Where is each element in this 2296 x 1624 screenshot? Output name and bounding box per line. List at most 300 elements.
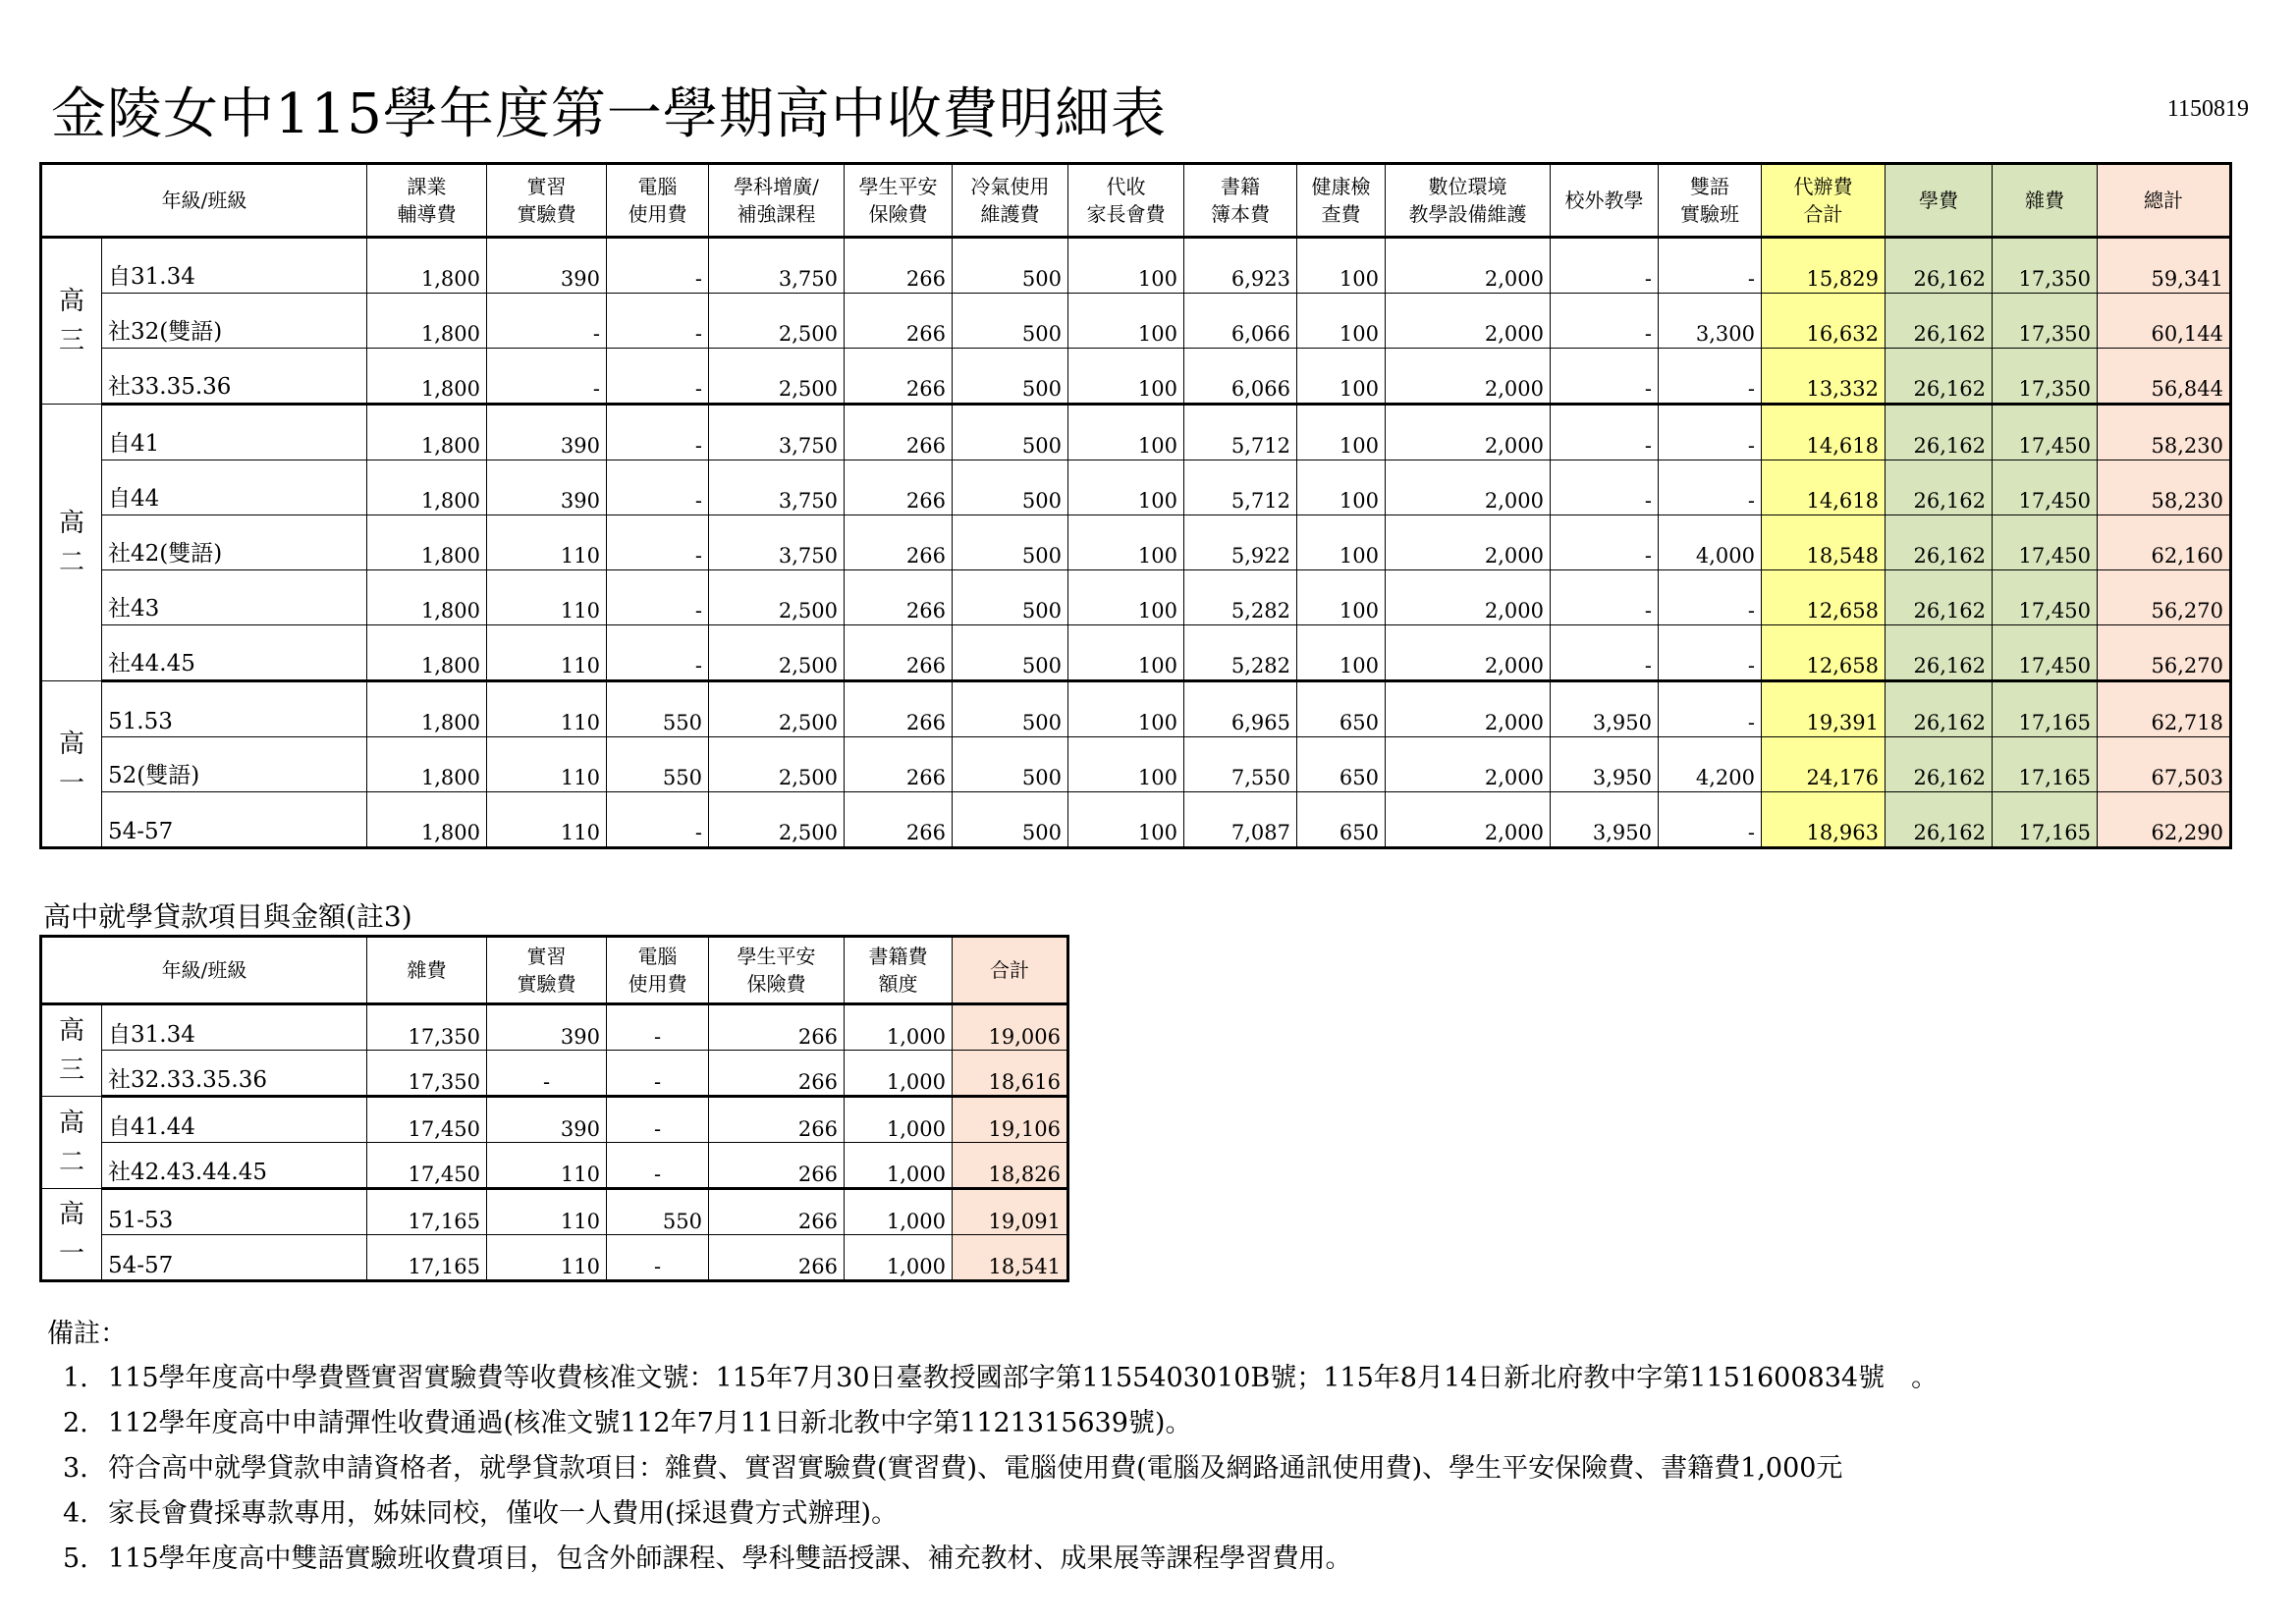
value-cell: 59,341 <box>2098 238 2231 294</box>
value-cell: 26,162 <box>1886 737 1993 792</box>
value-cell: 16,632 <box>1762 294 1886 349</box>
table-row <box>41 625 2231 681</box>
value-cell: 1,800 <box>367 792 487 848</box>
value-cell: 110 <box>487 515 607 570</box>
value-cell: 266 <box>845 238 953 294</box>
value-cell: - <box>607 460 709 515</box>
value-cell: 2,000 <box>1386 515 1551 570</box>
value-cell: 17,450 <box>1993 515 2098 570</box>
column-header: 書籍費 額度 <box>845 937 953 1004</box>
column-header: 課業 輔導費 <box>367 164 487 238</box>
value-cell: 26,162 <box>1886 460 1993 515</box>
value-cell: 1,000 <box>845 1051 953 1097</box>
value-cell: - <box>1659 625 1762 681</box>
value-cell: 110 <box>487 681 607 737</box>
value-cell: 390 <box>487 1097 607 1143</box>
value-cell: 100 <box>1297 625 1386 681</box>
value-cell: - <box>1551 405 1659 460</box>
value-cell: 17,450 <box>367 1143 487 1189</box>
value-cell: 2,500 <box>709 737 845 792</box>
value-cell: - <box>1551 349 1659 405</box>
value-cell: 266 <box>709 1051 845 1097</box>
value-cell: 5,922 <box>1184 515 1297 570</box>
value-cell: 2,500 <box>709 681 845 737</box>
value-cell: 500 <box>953 681 1068 737</box>
value-cell: 266 <box>709 1235 845 1281</box>
value-cell: 500 <box>953 238 1068 294</box>
value-cell: 266 <box>709 1097 845 1143</box>
value-cell: 266 <box>845 792 953 848</box>
value-cell: 1,800 <box>367 570 487 625</box>
value-cell: 266 <box>709 1189 845 1235</box>
column-header: 年級/班級 <box>41 937 367 1004</box>
value-cell: 390 <box>487 460 607 515</box>
class-cell: 51-53 <box>102 1189 367 1235</box>
value-cell: 17,350 <box>367 1051 487 1097</box>
note-number: 3. <box>63 1453 88 1484</box>
value-cell: 500 <box>953 349 1068 405</box>
value-cell: 6,066 <box>1184 349 1297 405</box>
value-cell: 2,000 <box>1386 238 1551 294</box>
column-header: 學費 <box>1886 164 1993 238</box>
grade-cell: 高 二 <box>41 1097 102 1189</box>
note-text: 符合高中就學貸款申請資格者，就學貸款項目：雜費、實習實驗費(實習費)、電腦使用費(電腦及網路通訊使用費)、學生平安保險費、書籍費1,000元 <box>108 1453 1843 1484</box>
notes-list <box>47 1364 1938 1574</box>
value-cell: 26,162 <box>1886 625 1993 681</box>
value-cell: 2,500 <box>709 792 845 848</box>
value-cell: 2,000 <box>1386 294 1551 349</box>
value-cell: 17,165 <box>1993 681 2098 737</box>
value-cell: 62,718 <box>2098 681 2231 737</box>
column-header: 學科增廣/ 補強課程 <box>709 164 845 238</box>
note-number: 1. <box>63 1363 88 1393</box>
value-cell: 500 <box>953 737 1068 792</box>
value-cell: 62,160 <box>2098 515 2231 570</box>
value-cell: 266 <box>845 460 953 515</box>
header-row <box>41 164 2231 238</box>
value-cell: 26,162 <box>1886 792 1993 848</box>
value-cell: - <box>1551 238 1659 294</box>
note-text: 115學年度高中學費暨實習實驗費等收費核准文號：115年7月30日臺教授國部字第1155403010B號；115年8月14日新北府教中字第1151600834號 。 <box>108 1363 1939 1393</box>
value-cell: 100 <box>1068 294 1184 349</box>
value-cell: 1,800 <box>367 681 487 737</box>
value-cell: 24,176 <box>1762 737 1886 792</box>
value-cell: 100 <box>1297 349 1386 405</box>
value-cell: 26,162 <box>1886 405 1993 460</box>
value-cell: 17,450 <box>1993 570 2098 625</box>
value-cell: 1,800 <box>367 460 487 515</box>
value-cell: 4,000 <box>1659 515 1762 570</box>
value-cell: 100 <box>1068 238 1184 294</box>
table-row <box>41 1051 1068 1097</box>
fee-detail-table <box>39 162 2232 849</box>
class-cell: 自31.34 <box>102 238 367 294</box>
value-cell: - <box>1659 349 1762 405</box>
value-cell: - <box>1659 570 1762 625</box>
grade-cell: 高 一 <box>41 1189 102 1281</box>
value-cell: 3,750 <box>709 460 845 515</box>
column-header: 書籍 簿本費 <box>1184 164 1297 238</box>
value-cell: 500 <box>953 515 1068 570</box>
note-text: 115學年度高中雙語實驗班收費項目，包含外師課程、學科雙語授課、補充教材、成果展等課程學習費用。 <box>108 1543 1352 1574</box>
value-cell: 2,000 <box>1386 349 1551 405</box>
value-cell: 12,658 <box>1762 570 1886 625</box>
value-cell: 266 <box>845 681 953 737</box>
value-cell: 13,332 <box>1762 349 1886 405</box>
value-cell: 19,006 <box>953 1004 1068 1051</box>
value-cell: - <box>1551 570 1659 625</box>
value-cell: 1,000 <box>845 1235 953 1281</box>
class-cell: 54-57 <box>102 1235 367 1281</box>
value-cell: 1,000 <box>845 1189 953 1235</box>
value-cell: 14,618 <box>1762 460 1886 515</box>
class-cell: 社42(雙語) <box>102 515 367 570</box>
value-cell: 266 <box>845 737 953 792</box>
value-cell: 2,000 <box>1386 570 1551 625</box>
value-cell: - <box>607 405 709 460</box>
value-cell: 100 <box>1068 570 1184 625</box>
class-cell: 自44 <box>102 460 367 515</box>
table-row <box>41 570 2231 625</box>
value-cell: 266 <box>845 405 953 460</box>
value-cell: - <box>1659 405 1762 460</box>
value-cell: 18,963 <box>1762 792 1886 848</box>
value-cell: 26,162 <box>1886 515 1993 570</box>
value-cell: 17,165 <box>367 1189 487 1235</box>
value-cell: 110 <box>487 570 607 625</box>
value-cell: 58,230 <box>2098 460 2231 515</box>
note-item <box>47 1409 1938 1438</box>
note-number: 2. <box>63 1408 88 1438</box>
value-cell: 100 <box>1297 460 1386 515</box>
value-cell: 26,162 <box>1886 349 1993 405</box>
value-cell: 500 <box>953 792 1068 848</box>
value-cell: 1,800 <box>367 625 487 681</box>
value-cell: 3,950 <box>1551 792 1659 848</box>
value-cell: 3,750 <box>709 238 845 294</box>
table-row <box>41 238 2231 294</box>
value-cell: 17,350 <box>367 1004 487 1051</box>
value-cell: 110 <box>487 1143 607 1189</box>
value-cell: 110 <box>487 1189 607 1235</box>
value-cell: 650 <box>1297 792 1386 848</box>
value-cell: 100 <box>1068 460 1184 515</box>
value-cell: 1,800 <box>367 349 487 405</box>
value-cell: - <box>607 792 709 848</box>
value-cell: 2,000 <box>1386 792 1551 848</box>
value-cell: 1,800 <box>367 737 487 792</box>
value-cell: - <box>1551 460 1659 515</box>
class-cell: 51.53 <box>102 681 367 737</box>
page-title: 金陵女中115學年度第一學期高中收費明細表 <box>51 82 1167 146</box>
value-cell: 550 <box>607 681 709 737</box>
note-item <box>47 1499 1938 1529</box>
value-cell: 100 <box>1068 349 1184 405</box>
value-cell: 2,000 <box>1386 625 1551 681</box>
value-cell: 14,618 <box>1762 405 1886 460</box>
value-cell: 100 <box>1068 405 1184 460</box>
value-cell: 60,144 <box>2098 294 2231 349</box>
value-cell: 19,091 <box>953 1189 1068 1235</box>
class-cell: 54-57 <box>102 792 367 848</box>
grade-cell: 高 三 <box>41 238 102 405</box>
column-header: 校外教學 <box>1551 164 1659 238</box>
value-cell: 2,000 <box>1386 737 1551 792</box>
value-cell: 26,162 <box>1886 294 1993 349</box>
value-cell: 67,503 <box>2098 737 2231 792</box>
value-cell: 100 <box>1297 238 1386 294</box>
value-cell: 500 <box>953 460 1068 515</box>
column-header: 年級/班級 <box>41 164 367 238</box>
value-cell: 2,500 <box>709 349 845 405</box>
class-cell: 社32.33.35.36 <box>102 1051 367 1097</box>
value-cell: 6,965 <box>1184 681 1297 737</box>
value-cell: 100 <box>1068 515 1184 570</box>
value-cell: 266 <box>845 515 953 570</box>
loan-items-table <box>39 935 1069 1282</box>
value-cell: 110 <box>487 737 607 792</box>
value-cell: 3,750 <box>709 405 845 460</box>
value-cell: 100 <box>1297 294 1386 349</box>
value-cell: 100 <box>1297 405 1386 460</box>
value-cell: 100 <box>1068 625 1184 681</box>
value-cell: 550 <box>607 737 709 792</box>
value-cell: 266 <box>845 294 953 349</box>
value-cell: 62,290 <box>2098 792 2231 848</box>
value-cell: 5,712 <box>1184 460 1297 515</box>
table-row <box>41 681 2231 737</box>
value-cell: - <box>607 1004 709 1051</box>
value-cell: 390 <box>487 1004 607 1051</box>
value-cell: 6,066 <box>1184 294 1297 349</box>
table-row <box>41 1097 1068 1143</box>
value-cell: 3,750 <box>709 515 845 570</box>
class-cell: 社43 <box>102 570 367 625</box>
value-cell: 19,391 <box>1762 681 1886 737</box>
table-row <box>41 1235 1068 1281</box>
header-row <box>41 937 1068 1004</box>
grade-cell: 高 三 <box>41 1004 102 1097</box>
class-cell: 自41.44 <box>102 1097 367 1143</box>
table-row <box>41 460 2231 515</box>
value-cell: - <box>487 1051 607 1097</box>
value-cell: 500 <box>953 570 1068 625</box>
value-cell: - <box>1551 625 1659 681</box>
value-cell: - <box>607 1097 709 1143</box>
value-cell: 17,350 <box>1993 238 2098 294</box>
column-header: 冷氣使用 維護費 <box>953 164 1068 238</box>
grade-cell: 高 二 <box>41 405 102 681</box>
column-header: 代辦費 合計 <box>1762 164 1886 238</box>
value-cell: - <box>487 349 607 405</box>
value-cell: 1,800 <box>367 294 487 349</box>
value-cell: 5,712 <box>1184 405 1297 460</box>
value-cell: 500 <box>953 625 1068 681</box>
value-cell: - <box>1659 792 1762 848</box>
table-row <box>41 1189 1068 1235</box>
grade-cell: 高 一 <box>41 681 102 848</box>
value-cell: 2,000 <box>1386 405 1551 460</box>
value-cell: 17,165 <box>367 1235 487 1281</box>
value-cell: 3,950 <box>1551 737 1659 792</box>
value-cell: 56,270 <box>2098 625 2231 681</box>
value-cell: - <box>607 515 709 570</box>
value-cell: 18,548 <box>1762 515 1886 570</box>
value-cell: 1,000 <box>845 1004 953 1051</box>
value-cell: 4,200 <box>1659 737 1762 792</box>
value-cell: 17,350 <box>1993 294 2098 349</box>
column-header: 雜費 <box>367 937 487 1004</box>
value-cell: 1,800 <box>367 405 487 460</box>
table-row <box>41 1143 1068 1189</box>
value-cell: 266 <box>845 570 953 625</box>
value-cell: - <box>1659 238 1762 294</box>
value-cell: 17,450 <box>1993 405 2098 460</box>
column-header: 雙語 實驗班 <box>1659 164 1762 238</box>
loan-section-title: 高中就學貸款項目與金額(註3) <box>43 900 412 933</box>
column-header: 學生平安 保險費 <box>845 164 953 238</box>
value-cell: 650 <box>1297 681 1386 737</box>
value-cell: 18,826 <box>953 1143 1068 1189</box>
value-cell: 2,500 <box>709 294 845 349</box>
value-cell: 17,350 <box>1993 349 2098 405</box>
value-cell: - <box>1659 681 1762 737</box>
note-item <box>47 1544 1938 1574</box>
table-row <box>41 349 2231 405</box>
table-row <box>41 294 2231 349</box>
value-cell: 19,106 <box>953 1097 1068 1143</box>
value-cell: 5,282 <box>1184 625 1297 681</box>
class-cell: 52(雙語) <box>102 737 367 792</box>
value-cell: - <box>1551 515 1659 570</box>
note-text: 家長會費採專款專用，姊妹同校，僅收一人費用(採退費方式辦理)。 <box>108 1498 899 1529</box>
column-header: 實習 實驗費 <box>487 164 607 238</box>
value-cell: 390 <box>487 405 607 460</box>
value-cell: 26,162 <box>1886 570 1993 625</box>
column-header: 學生平安 保險費 <box>709 937 845 1004</box>
value-cell: 17,165 <box>1993 737 2098 792</box>
value-cell: 56,270 <box>2098 570 2231 625</box>
value-cell: 1,000 <box>845 1143 953 1189</box>
class-cell: 自31.34 <box>102 1004 367 1051</box>
class-cell: 社44.45 <box>102 625 367 681</box>
table-row <box>41 515 2231 570</box>
class-cell: 社33.35.36 <box>102 349 367 405</box>
column-header: 數位環境 教學設備維護 <box>1386 164 1551 238</box>
class-cell: 自41 <box>102 405 367 460</box>
value-cell: 650 <box>1297 737 1386 792</box>
value-cell: 26,162 <box>1886 238 1993 294</box>
column-header: 合計 <box>953 937 1068 1004</box>
value-cell: 2,500 <box>709 570 845 625</box>
value-cell: 100 <box>1297 515 1386 570</box>
note-item <box>47 1364 1938 1393</box>
value-cell: 100 <box>1068 681 1184 737</box>
value-cell: 100 <box>1068 792 1184 848</box>
value-cell: - <box>607 1143 709 1189</box>
value-cell: 100 <box>1068 737 1184 792</box>
value-cell: - <box>607 294 709 349</box>
value-cell: 110 <box>487 625 607 681</box>
value-cell: 26,162 <box>1886 681 1993 737</box>
column-header: 電腦 使用費 <box>607 937 709 1004</box>
value-cell: - <box>607 1051 709 1097</box>
value-cell: 2,000 <box>1386 460 1551 515</box>
note-text: 112學年度高中申請彈性收費通過(核准文號112年7月11日新北教中字第1121315639號)。 <box>108 1408 1192 1438</box>
table-row <box>41 405 2231 460</box>
value-cell: 17,450 <box>1993 460 2098 515</box>
note-item <box>47 1454 1938 1484</box>
note-number: 4. <box>63 1498 88 1529</box>
value-cell: - <box>607 349 709 405</box>
value-cell: 56,844 <box>2098 349 2231 405</box>
value-cell: 5,282 <box>1184 570 1297 625</box>
value-cell: 100 <box>1297 570 1386 625</box>
column-header: 電腦 使用費 <box>607 164 709 238</box>
value-cell: - <box>607 625 709 681</box>
value-cell: 1,800 <box>367 238 487 294</box>
table-row <box>41 737 2231 792</box>
value-cell: 266 <box>845 625 953 681</box>
column-header: 代收 家長會費 <box>1068 164 1184 238</box>
class-cell: 社42.43.44.45 <box>102 1143 367 1189</box>
value-cell: - <box>607 1235 709 1281</box>
notes-heading: 備註： <box>47 1319 127 1349</box>
value-cell: 2,000 <box>1386 681 1551 737</box>
note-number: 5. <box>63 1543 88 1574</box>
value-cell: 266 <box>709 1004 845 1051</box>
column-header: 總計 <box>2098 164 2231 238</box>
value-cell: 266 <box>709 1143 845 1189</box>
table-row <box>41 1004 1068 1051</box>
value-cell: 1,800 <box>367 515 487 570</box>
value-cell: - <box>487 294 607 349</box>
value-cell: - <box>1659 460 1762 515</box>
value-cell: 3,300 <box>1659 294 1762 349</box>
column-header: 實習 實驗費 <box>487 937 607 1004</box>
document-code: 1150819 <box>2166 96 2249 122</box>
value-cell: 18,541 <box>953 1235 1068 1281</box>
value-cell: 7,087 <box>1184 792 1297 848</box>
value-cell: 110 <box>487 1235 607 1281</box>
value-cell: 12,658 <box>1762 625 1886 681</box>
value-cell: 17,450 <box>367 1097 487 1143</box>
value-cell: 500 <box>953 294 1068 349</box>
value-cell: 110 <box>487 792 607 848</box>
value-cell: 3,950 <box>1551 681 1659 737</box>
value-cell: - <box>607 238 709 294</box>
value-cell: 1,000 <box>845 1097 953 1143</box>
value-cell: 390 <box>487 238 607 294</box>
value-cell: 266 <box>845 349 953 405</box>
value-cell: 6,923 <box>1184 238 1297 294</box>
value-cell: - <box>1551 294 1659 349</box>
value-cell: 58,230 <box>2098 405 2231 460</box>
value-cell: 17,450 <box>1993 625 2098 681</box>
class-cell: 社32(雙語) <box>102 294 367 349</box>
value-cell: 7,550 <box>1184 737 1297 792</box>
value-cell: - <box>607 570 709 625</box>
value-cell: 550 <box>607 1189 709 1235</box>
column-header: 健康檢 查費 <box>1297 164 1386 238</box>
notes-section <box>47 1312 1938 1590</box>
table-row <box>41 792 2231 848</box>
value-cell: 2,500 <box>709 625 845 681</box>
column-header: 雜費 <box>1993 164 2098 238</box>
value-cell: 500 <box>953 405 1068 460</box>
value-cell: 18,616 <box>953 1051 1068 1097</box>
value-cell: 15,829 <box>1762 238 1886 294</box>
